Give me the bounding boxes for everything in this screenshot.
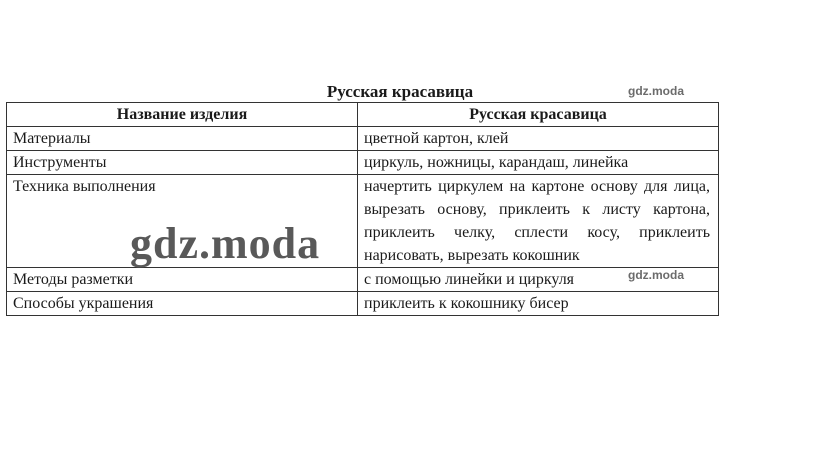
header-product-name: Название изделия	[7, 103, 358, 127]
row-label: Техника выполнения	[7, 175, 358, 268]
watermark-large: gdz.moda	[130, 219, 321, 268]
document-title: Русская красавица	[326, 82, 474, 101]
table-header-row	[7, 103, 719, 127]
product-table	[6, 102, 719, 316]
row-label: Инструменты	[7, 151, 358, 175]
table-row	[7, 292, 719, 316]
table-row	[7, 268, 719, 292]
row-value: с помощью линейки и циркуля	[358, 268, 719, 292]
row-label: Способы украшения	[7, 292, 358, 316]
watermark-top: gdz.moda	[628, 84, 684, 98]
row-label: Материалы	[7, 127, 358, 151]
row-value: цветной картон, клей	[358, 127, 719, 151]
watermark-bottom: gdz.moda	[628, 268, 684, 282]
row-label: Методы разметки	[7, 268, 358, 292]
header-product-value: Русская красавица	[358, 103, 719, 127]
row-value: начертить циркулем на картоне основу для лица, вырезать основу, приклеить к листу картона, приклеить челку, сплести косу, приклеить нарисовать, вырезать кокошник	[358, 175, 719, 268]
table-row	[7, 175, 719, 268]
table-row	[7, 127, 719, 151]
row-value: циркуль, ножницы, карандаш, линейка	[358, 151, 719, 175]
table-row	[7, 151, 719, 175]
row-value: приклеить к кокошнику бисер	[358, 292, 719, 316]
